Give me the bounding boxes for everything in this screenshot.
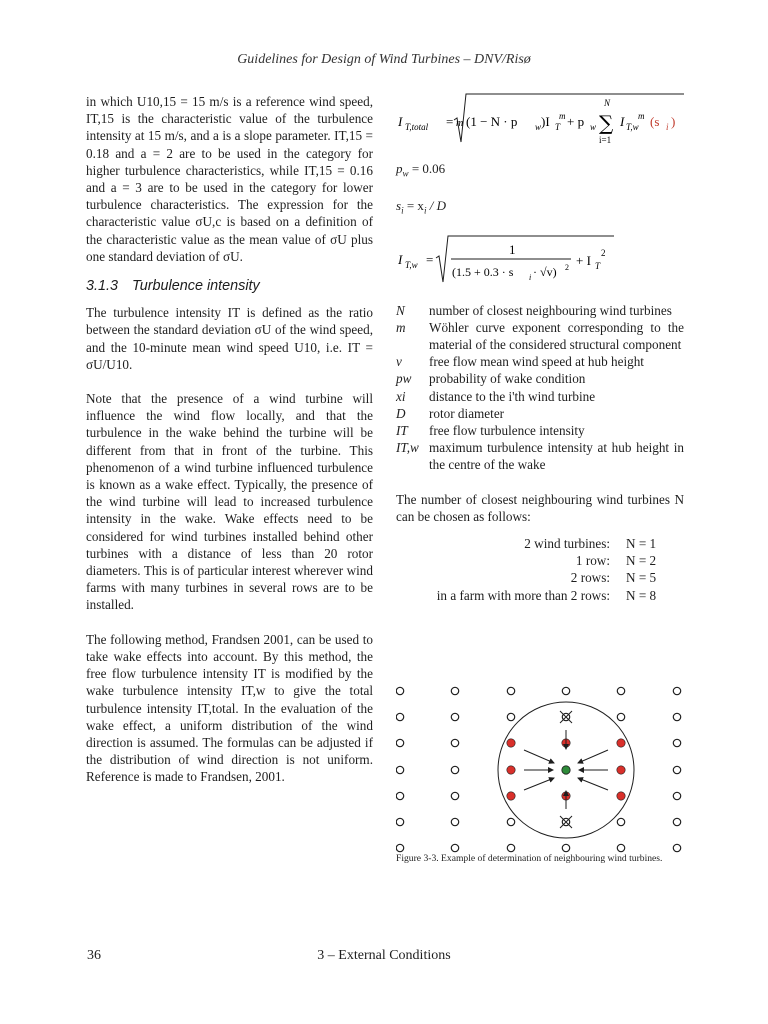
- case-value: N = 8: [626, 587, 657, 603]
- turbine: [673, 766, 680, 773]
- symbol-description: rotor diameter: [429, 405, 505, 421]
- running-header: Guidelines for Design of Wind Turbines – DNV/Risø: [237, 52, 531, 67]
- eq-itw-lhs: I: [398, 251, 403, 267]
- case-label: 2 rows:: [570, 570, 610, 586]
- equation-total-svg: [396, 88, 684, 150]
- symbol-name: IT: [396, 423, 408, 439]
- eq-si-sub: i: [401, 205, 404, 216]
- symbol-name: IT,w: [396, 440, 419, 456]
- turbine: [562, 844, 569, 851]
- symbol-row: [396, 405, 684, 422]
- eq-total-it-sup: m: [559, 111, 566, 121]
- symbol-description: distance to the i'th wind turbine: [429, 388, 596, 404]
- neighbour-turbine: [507, 792, 515, 800]
- symbol-row: [396, 319, 684, 353]
- eq-si-lhs: s: [396, 197, 402, 213]
- eq-itw-den-mid: · √v): [533, 264, 557, 279]
- symbol-row: [396, 439, 684, 473]
- case-label: in a farm with more than 2 rows:: [436, 587, 610, 603]
- eq-total-sum-bottom: i=1: [599, 135, 612, 145]
- eq-itw-den-sub: i: [529, 272, 532, 282]
- turbine: [673, 687, 680, 694]
- eq-si-rhs2: / D: [429, 197, 446, 213]
- case-row: [396, 569, 684, 586]
- symbol-row: [396, 388, 684, 405]
- turbine: [396, 844, 403, 851]
- equation-wake-svg: [396, 234, 684, 288]
- symbol-list: [396, 302, 684, 474]
- symbol-description: probability of wake condition: [429, 371, 586, 387]
- eq-itw-den-sup: 2: [565, 262, 569, 272]
- symbol-name: m: [396, 319, 406, 335]
- section-heading: [86, 278, 373, 295]
- eq-total-root-m: m: [456, 118, 464, 129]
- wake-arrow: [524, 778, 554, 790]
- eq-total-si-close: ): [671, 114, 676, 129]
- turbine: [396, 739, 403, 746]
- eq-pw-rhs: = 0.06: [411, 161, 446, 176]
- eq-total-lhs: I: [398, 114, 403, 129]
- turbine: [617, 687, 624, 694]
- eq-total-itw: I: [620, 114, 625, 129]
- case-label: 2 wind turbines:: [524, 536, 610, 552]
- symbol-row: [396, 370, 684, 387]
- symbol-row: [396, 302, 684, 319]
- eq-pw-sub: w: [402, 168, 409, 179]
- turbine: [451, 792, 458, 799]
- case-label: 1 row:: [575, 553, 610, 569]
- turbine: [617, 713, 624, 720]
- section-number: 3.1.3: [86, 278, 119, 295]
- turbine: [396, 818, 403, 825]
- case-value: N = 2: [626, 553, 657, 569]
- symbol-name: pw: [396, 371, 412, 387]
- section-title: Turbulence intensity: [132, 278, 260, 295]
- svg-text:=: =: [426, 251, 434, 267]
- turbine: [673, 818, 680, 825]
- figure-caption: Figure 3-3. Example of determination of neighbouring wind turbines.: [396, 853, 663, 864]
- figure-neighbouring-turbines: [396, 683, 686, 853]
- case-row: [396, 535, 684, 552]
- neighbour-turbine: [617, 739, 625, 747]
- eq-itw-denominator: (1.5 + 0.3 · s: [452, 264, 514, 279]
- turbine: [451, 739, 458, 746]
- turbine: [451, 844, 458, 851]
- neighbour-turbine: [507, 766, 515, 774]
- case-row: [396, 587, 684, 604]
- turbine: [617, 844, 624, 851]
- eq-itw-numerator: 1: [509, 241, 516, 257]
- paragraph-wake-effect: Note that the presence of a wind turbine will influence the wind flow locally, and that the turbulence in the wake behind the turbine will be different from that in front of the turbine. This phenomenon of a wind turbine influenced turbulence is known as a wake effect. Typically, the presence of the wind turbine will lead to increased turbulence intensity in the wake. Wake effects need to be considered for wind turbines installed behind other turbines with a distance of less than 20 rotor diameters. This is of particular interest wherever wind farms with many turbines in several rows are to be installed.: [86, 391, 373, 613]
- turbine: [673, 844, 680, 851]
- symbol-name: N: [396, 302, 405, 318]
- symbol-description: free flow mean wind speed at hub height: [429, 354, 644, 370]
- eq-pw-lhs: p: [396, 161, 403, 176]
- eq-si-rhs: = x: [406, 197, 424, 213]
- equation-total-turbulence: [396, 88, 684, 150]
- turbine: [562, 687, 569, 694]
- eq-total-sum-symbol: ∑: [599, 111, 614, 135]
- eq-total-sum-top: N: [604, 98, 611, 108]
- symbol-row: [396, 353, 684, 370]
- wake-arrow: [578, 778, 608, 790]
- symbol-description: number of closest neighbouring wind turbines: [429, 302, 672, 318]
- turbine: [396, 766, 403, 773]
- turbine: [673, 713, 680, 720]
- neighbour-cases: [396, 535, 684, 604]
- turbine: [396, 792, 403, 799]
- eq-itw-it-sup: 2: [601, 247, 606, 258]
- svg-text:=: =: [446, 114, 454, 129]
- eq-total-it-sub: T: [555, 122, 561, 132]
- turbine: [451, 713, 458, 720]
- symbol-name: v: [396, 354, 402, 370]
- eq-total-lhs-sub: T,total: [405, 122, 429, 132]
- page-number: 36: [87, 948, 101, 963]
- symbol-row: [396, 422, 684, 439]
- paragraph-frandsen-method: The following method, Frandsen 2001, can be used to take wake effects into account. By this method, the free flow turbulence intensity IT is modified by the wake turbulence intensity IT,w to give the total turbulence intensity IT,total. In the evaluation of the wake effect, a uniform distribution of the wind direction is assumed. The formulas can be adjusted if the distribution of wind direction is not uniform. Reference is made to Frandsen, 2001.: [86, 631, 373, 785]
- wake-arrow: [578, 750, 608, 763]
- eq-total-pw-sub2: w: [590, 122, 597, 132]
- paragraph-reference-wind-speed: in which U10,15 = 15 m/s is a reference wind speed, IT,15 is the characteristic value of the turbulence intensity at 15 m/s, and a is a slope parameter. IT,15 = 0.18 and a = 2 are to be used in the category for higher turbulence characteristics, while IT,15 = 0.16 and a = 3 are to be used in the category for lower turbulence characteristics. The expression for the characteristic value σU,c is based on a definition of the characteristic value as the mean value of σU plus one standard deviation of σU.: [86, 94, 373, 264]
- eq-total-itw-sub: T,w: [626, 122, 639, 132]
- left-column: [86, 93, 373, 786]
- case-value: N = 5: [626, 570, 657, 586]
- turbine: [617, 818, 624, 825]
- eq-total-pw-sub: w: [535, 122, 542, 132]
- chapter-footer: 3 – External Conditions: [317, 948, 451, 963]
- center-turbine: [562, 766, 570, 774]
- turbine: [507, 713, 514, 720]
- turbine: [507, 818, 514, 825]
- eq-total-plus-pw: + p: [567, 114, 585, 129]
- turbine: [451, 818, 458, 825]
- turbine: [673, 739, 680, 746]
- eq-total-si: (s: [650, 114, 660, 129]
- turbine: [507, 687, 514, 694]
- eq-total-one-minus: (1 − N · p: [466, 114, 518, 129]
- case-row: [396, 552, 684, 569]
- turbine: [451, 687, 458, 694]
- eq-itw-it-sub: T: [595, 260, 601, 271]
- neighbour-turbine: [617, 792, 625, 800]
- eq-itw-lhs-sub: T,w: [405, 259, 418, 270]
- symbol-name: D: [396, 405, 406, 421]
- paragraph-turbulence-definition: The turbulence intensity IT is defined as the ratio between the standard deviation σU of the wind speed, and the 10-minute mean wind speed U10, i.e. IT = σU/U10.: [86, 305, 373, 372]
- wake-arrow: [524, 750, 554, 763]
- right-column: [396, 88, 684, 604]
- eq-total-si-sub: i: [666, 122, 669, 132]
- equation-pw: [396, 160, 684, 183]
- turbine: [396, 713, 403, 720]
- eq-total-close: )I: [541, 114, 550, 129]
- equation-wake-turbulence: [396, 234, 684, 288]
- turbine: [673, 792, 680, 799]
- turbine: [396, 687, 403, 694]
- neighbour-turbine: [507, 739, 515, 747]
- symbol-description: free flow turbulence intensity: [429, 423, 585, 439]
- symbol-description: Wöhler curve exponent corresponding to the material of the considered structural component: [429, 319, 684, 352]
- symbol-name: xi: [396, 388, 406, 404]
- turbine: [507, 844, 514, 851]
- equation-si: [396, 197, 684, 220]
- case-value: N = 1: [626, 536, 657, 552]
- paragraph-neighbours: The number of closest neighbouring wind turbines N can be chosen as follows:: [396, 491, 684, 524]
- eq-total-itw-sup: m: [638, 111, 645, 121]
- eq-itw-plus-it: + I: [576, 252, 591, 268]
- turbine: [451, 766, 458, 773]
- symbol-description: maximum turbulence intensity at hub height in the centre of the wake: [429, 440, 684, 473]
- neighbour-turbine: [617, 766, 625, 774]
- eq-si-xi-sub: i: [423, 205, 427, 216]
